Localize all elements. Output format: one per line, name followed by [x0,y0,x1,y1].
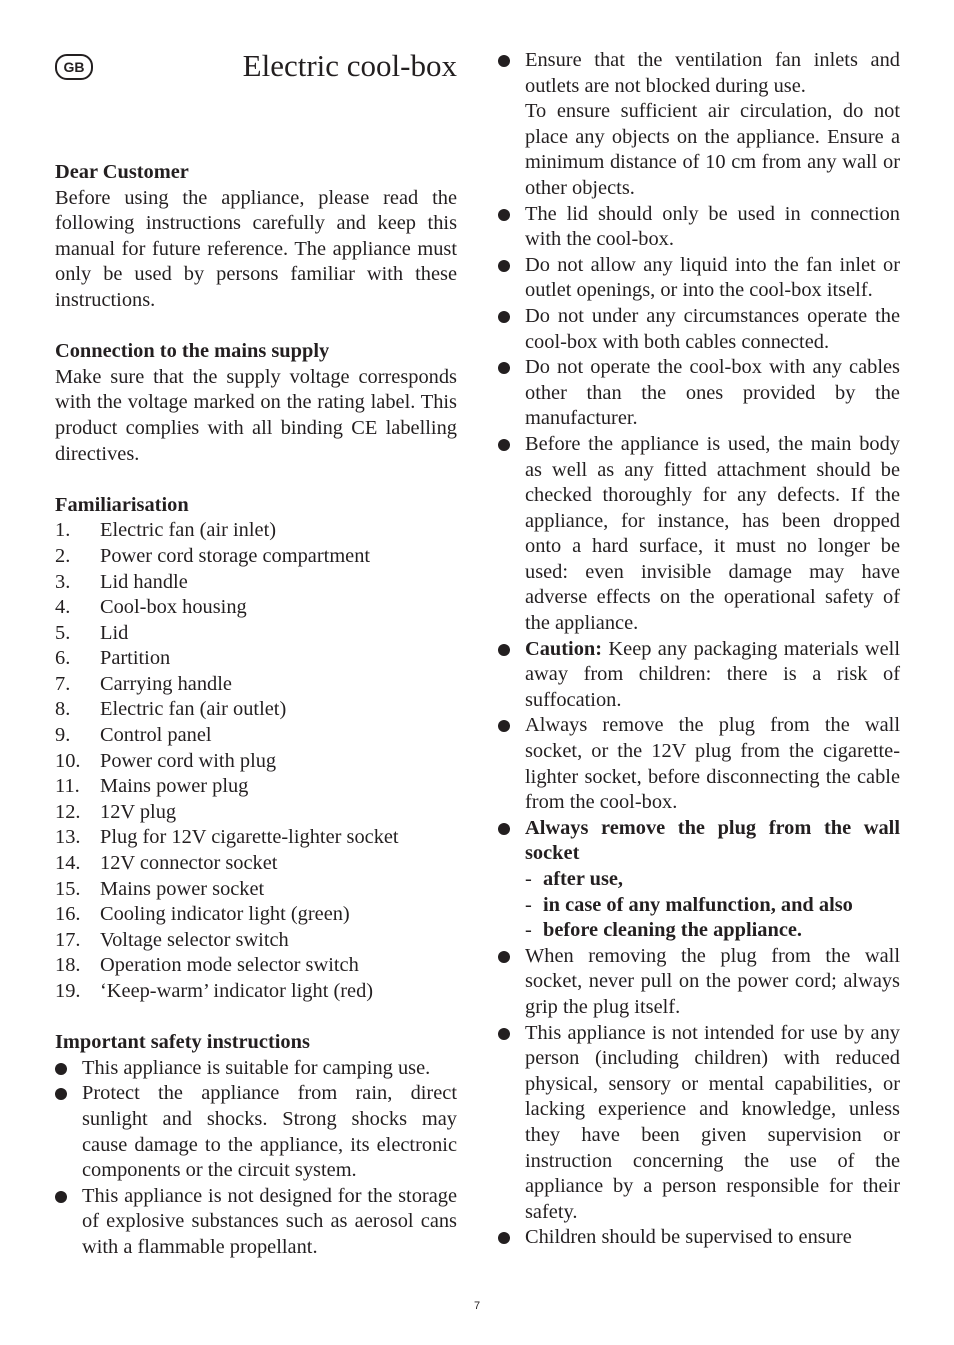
sub-item-text: in case of any malfunction, and also [543,893,853,916]
familiarisation-item [55,646,457,672]
list-item: Before the appliance is used, the main body as well as any fitted attachment should be checked thoroughly for any defects. If the appliance, for instance, has been dropped onto a hard surface, it must no longer be used: even invisible damage may have adverse effects on the operational safety of the appliance. [498,432,900,637]
safety-list-right [498,48,900,1251]
safety-section [55,1030,457,1260]
familiarisation-item [55,749,457,775]
familiarisation-item [55,825,457,851]
familiarisation-item [55,672,457,698]
caution-label: Caution: [525,637,603,660]
list-item: Do not allow any liquid into the fan inlet or outlet openings, or into the cool-box itself. [498,253,900,304]
list-item: This appliance is suitable for camping use. [55,1056,457,1082]
list-item: When removing the plug from the wall socket, never pull on the power cord; always grip the plug itself. [498,944,900,1021]
list-item-caution [498,637,900,714]
item-number: 2. [55,544,71,567]
item-label: Voltage selector switch [100,928,289,951]
sub-item: - before cleaning the appliance. [525,919,803,942]
item-number: 6. [55,647,71,670]
item-number: 1. [55,519,71,542]
page-number: 7 [473,1300,481,1312]
item-number: 19. [55,980,81,1002]
sub-item: - after use, [525,868,624,890]
item-label: Cooling indicator light (green) [100,903,350,926]
item-label: Electric fan (air inlet) [100,519,277,542]
item-number: 15. [55,877,81,900]
familiarisation-list [55,518,457,1004]
familiarisation-heading: Familiarisation [55,493,189,516]
ventilation-text-1: Ensure that the ventilation fan inlets and outlets are not blocked during use. [525,49,900,97]
familiarisation-item [55,953,457,979]
familiarisation-item [55,621,457,647]
always-remove-text: Always remove the plug from the wall socket [525,816,900,865]
familiarisation-section [55,493,457,1005]
item-number: 17. [55,928,81,951]
item-number: 12. [55,800,81,823]
mains-heading: Connection to the mains supply [55,340,330,363]
item-label: 12V connector socket [100,852,278,875]
list-item: Protect the appliance from rain, direct sunlight and shocks. Strong shocks may cause damage to the appliance, its electronic components or the circuit system. [55,1081,457,1183]
familiarisation-item [55,518,457,544]
item-label: Lid [100,621,129,644]
item-number: 9. [55,724,71,747]
list-item-always-remove [498,816,900,944]
item-number: 5. [55,621,71,644]
familiarisation-item [55,544,457,570]
dear-customer-text: Before using the appliance, please read the following instructions carefully and keep this manual for future reference. The appliance must only be used by persons familiar with these instructions. [55,186,457,311]
item-number: 18. [55,954,81,977]
familiarisation-item [55,979,457,1005]
familiarisation-item [55,800,457,826]
mains-text: Make sure that the supply voltage corresponds with the voltage marked on the rating label. This product complies with all binding CE labelling directives. [55,365,457,465]
item-label: Electric fan (air outlet) [100,698,287,721]
ventilation-text-2: To ensure sufficient air circulation, do not place any objects on the appliance. Ensure a minimum distance of 10 cm from any wall or other objects. [525,100,900,199]
familiarisation-item [55,570,457,596]
list-item: Do not under any circumstances operate the cool-box with both cables connected. [498,304,900,355]
right-column [498,48,900,1251]
page-title: Electric cool-box [242,48,457,83]
item-label: Carrying handle [100,672,232,695]
dear-customer-section [55,160,457,314]
item-label: Mains power plug [100,775,249,798]
left-column [55,160,457,1286]
item-label: Partition [100,647,171,670]
familiarisation-item [55,851,457,877]
familiarisation-item [55,902,457,928]
sub-item-text: before cleaning the appliance. [543,919,803,942]
familiarisation-item [55,697,457,723]
list-item: Children should be supervised to ensure [498,1225,900,1251]
list-item: The lid should only be used in connection with the cool-box. [498,202,900,253]
list-item-ventilation [498,48,900,202]
familiarisation-item [55,928,457,954]
sub-item-text: after use, [543,868,624,890]
item-label: Cool-box housing [100,596,247,619]
page-header [55,50,457,90]
caution-text: Keep any packaging materials well away from children: there is a risk of suffocation. [525,637,900,711]
item-number: 3. [55,570,71,593]
item-number: 8. [55,698,71,721]
list-item: This appliance is not intended for use by any person (including children) with reduced physical, sensory or mental capabilities, or lacking experience and knowledge, unless they have been given supervision or instruction concerning the use of the appliance by a person responsible for their safety. [498,1021,900,1226]
safety-list-left [55,1056,457,1261]
item-label: Lid handle [100,570,188,593]
familiarisation-item [55,877,457,903]
list-item: Do not operate the cool-box with any cables other than the ones provided by the manufacturer. [498,355,900,432]
item-label: Control panel [100,724,212,747]
familiarisation-item [55,723,457,749]
list-item: This appliance is not designed for the storage of explosive substances such as aerosol cans with a flammable propellant. [55,1184,457,1261]
item-number: 11. [55,775,80,798]
item-number: 4. [55,596,71,619]
item-label: Plug for 12V cigarette-lighter socket [100,826,399,849]
item-label: Power cord with plug [100,749,277,772]
item-label: 12V plug [100,800,177,823]
familiarisation-item [55,774,457,800]
item-label: Operation mode selector switch [100,954,359,977]
item-label: Power cord storage compartment [100,544,371,567]
item-label: Mains power socket [100,877,265,900]
sub-item: - in case of any malfunction, and also [525,893,853,916]
item-label: ‘Keep-warm’ indicator light (red) [100,980,374,1002]
dear-customer-heading: Dear Customer [55,161,189,183]
item-number: 10. [55,749,81,772]
item-number: 13. [55,826,81,849]
mains-section [55,339,457,467]
list-item: Always remove the plug from the wall socket, or the 12V plug from the cigarette-lighter socket, before disconnecting the cable from the cool-box. [498,713,900,815]
item-number: 14. [55,852,81,875]
item-number: 7. [55,672,71,695]
safety-heading: Important safety instructions [55,1031,310,1054]
familiarisation-item [55,595,457,621]
language-badge: GB [55,54,93,80]
item-number: 16. [55,903,81,926]
